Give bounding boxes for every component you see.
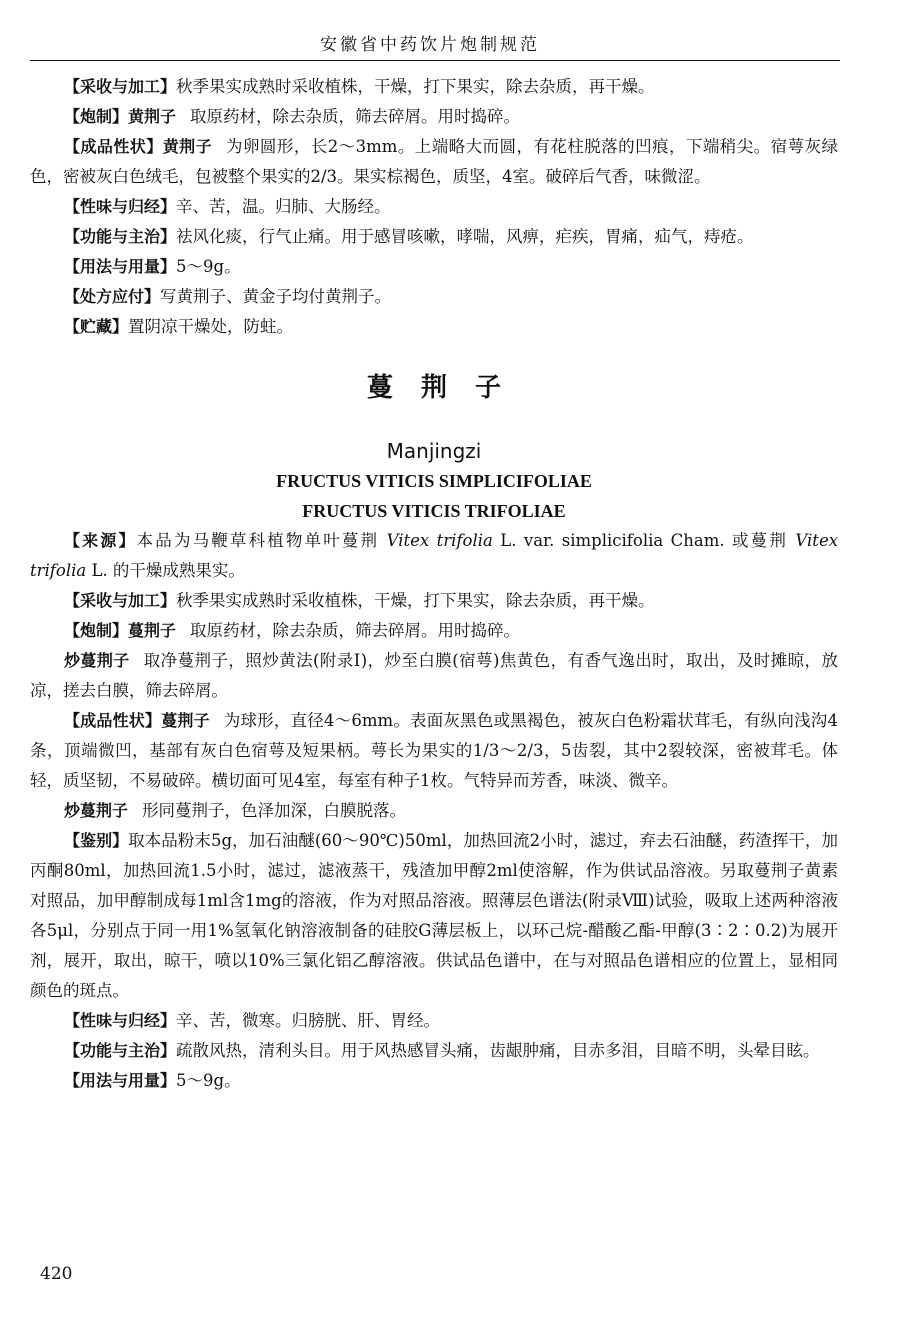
section-text: 取原药材，除去杂质，筛去碎屑。用时捣碎。 [190, 621, 521, 640]
section-text: 辛、苦，微寒。归膀胱、肝、胃经。 [176, 1011, 441, 1030]
latin-species: Vitex trifolia [30, 531, 839, 580]
section-label: 【采收与加工】 [64, 591, 177, 610]
prev-prescription-paragraph [30, 282, 838, 312]
section-label: 【用法与用量】 [64, 1071, 177, 1090]
prev-nature-paragraph [30, 192, 838, 222]
nature-paragraph [30, 1006, 838, 1036]
section-text: 5～9g。 [176, 257, 241, 276]
section-label: 【性味与归经】 [64, 1011, 177, 1030]
section-text: 秋季果实成熟时采收植株，干燥，打下果实，除去杂质，再干燥。 [176, 591, 655, 610]
latin-species: Vitex trifolia [386, 531, 493, 550]
section-label: 【来源】 [64, 531, 137, 550]
section-label: 【性味与归经】 [64, 197, 177, 216]
entry-pinyin: Manjingzi [386, 439, 482, 463]
section-text: 5～9g。 [176, 1071, 241, 1090]
entry-latin-name: FRUCTUS VITICIS TRIFOLIAE [302, 501, 566, 521]
section-label: 【用法与用量】 [64, 257, 177, 276]
section-text: 祛风化痰，行气止痛。用于感冒咳嗽，哮喘，风痹，疟疾，胃痛，疝气，痔疮。 [176, 227, 754, 246]
processing-paragraph [30, 616, 838, 646]
term-label: 黄荆子 [128, 107, 177, 126]
section-label: 【功能与主治】 [64, 227, 177, 246]
section-text: 为球形，直径4～6mm。表面灰黑色或黑褐色，被灰白色粉霜状茸毛，有纵向浅沟4条，顶端微凹，基部有灰白色宿萼及短果柄。萼长为果实的1/3～2/3，5齿裂，其中2裂较深，密被茸毛。体轻，质坚韧，不易破碎。横切面可见4室，每室有种子1枚。气特异而芳香，味淡、微辛。 [30, 711, 838, 790]
page-number: 420 [40, 1264, 73, 1284]
prev-character-paragraph [30, 132, 838, 192]
page-body [30, 72, 838, 1096]
entry-heading [30, 366, 838, 526]
character-paragraph [30, 706, 838, 796]
entry-latin-name: FRUCTUS VITICIS SIMPLICIFOLIAE [276, 471, 592, 491]
running-head: 安徽省中药饮片炮制规范 [320, 35, 540, 55]
prev-storage-paragraph [30, 312, 838, 342]
section-text: 取净蔓荆子，照炒黄法(附录Ⅰ)，炒至白膜(宿萼)焦黄色，有香气逸出时，取出，及时摊晾，放凉，搓去白膜，筛去碎屑。 [30, 651, 838, 700]
dosage-paragraph [30, 1066, 838, 1096]
section-text: 秋季果实成熟时采收植株，干燥，打下果实，除去杂质，再干燥。 [176, 77, 655, 96]
section-text: 置阴凉干燥处，防蛀。 [128, 317, 294, 336]
section-text: L. var. simplicifolia Cham. 或蔓荆 [492, 531, 796, 550]
section-label: 【成品性状】 [64, 137, 163, 156]
section-text: 为卵圆形，长2～3mm。上端略大而圆，有花柱脱落的凹痕，下端稍尖。宿萼灰绿色，密被灰白色绒毛，包被整个果实的2/3。果实棕褐色，质坚，4室。破碎后气香，味微涩。 [30, 137, 838, 186]
section-label: 【炮制】 [64, 107, 129, 126]
section-label: 【鉴别】 [64, 831, 129, 850]
processing-fried-paragraph [30, 646, 838, 706]
term-label: 蔓荆子 [128, 621, 177, 640]
section-label: 【功能与主治】 [64, 1041, 177, 1060]
section-text: 取原药材，除去杂质，筛去碎屑。用时捣碎。 [190, 107, 521, 126]
prev-function-paragraph [30, 222, 838, 252]
section-text: L. 的干燥成熟果实。 [86, 561, 245, 580]
identification-paragraph [30, 826, 838, 1006]
section-text: 取本品粉末5g，加石油醚(60～90℃)50ml，加热回流2小时，滤过，弃去石油醚，药渣挥干，加丙酮80ml，加热回流1.5小时，滤过，滤液蒸干，残渣加甲醇2ml使溶解，作为供试品溶液。另取蔓荆子黄素对照品，加甲醇制成每1ml含1mg的溶液，作为对照品溶液。照薄层色谱法(附录Ⅷ)试验，吸取上述两种溶液各5μl，分别点于同一用1%氢氧化钠溶液制备的硅胶G薄层板上，以环己烷-醋酸乙酯-甲醇(3∶2∶0.2)为展开剂，展开，取出，晾干，喷以10%三氯化铝乙醇溶液。供试品色谱中，在与对照品色谱相应的位置上，显相同颜色的斑点。 [30, 831, 838, 1000]
term-label: 黄荆子 [162, 137, 213, 156]
harvest-paragraph [30, 586, 838, 616]
section-text: 本品为马鞭草科植物单叶蔓荆 [136, 531, 387, 550]
section-label: 【炮制】 [64, 621, 129, 640]
prev-dosage-paragraph [30, 252, 838, 282]
character-fried-paragraph [30, 796, 838, 826]
function-paragraph [30, 1036, 838, 1066]
section-label: 【处方应付】 [64, 287, 161, 306]
term-label: 炒蔓荆子 [64, 651, 130, 670]
section-label: 【采收与加工】 [64, 77, 177, 96]
section-label: 【成品性状】 [64, 711, 162, 730]
prev-processing-paragraph [30, 102, 838, 132]
section-text: 形同蔓荆子，色泽加深，白膜脱落。 [142, 801, 407, 820]
term-label: 蔓荆子 [161, 711, 210, 730]
section-text: 辛、苦，温。归肺、大肠经。 [176, 197, 391, 216]
source-paragraph [30, 526, 838, 586]
entry-title: 蔓荆子 [366, 373, 529, 403]
section-label: 【贮藏】 [64, 317, 129, 336]
header-rule [30, 60, 840, 61]
section-text: 写黄荆子、黄金子均付黄荆子。 [160, 287, 392, 306]
section-text: 疏散风热，清利头目。用于风热感冒头痛，齿龈肿痛，目赤多泪，目暗不明，头晕目眩。 [176, 1041, 820, 1060]
term-label: 炒蔓荆子 [64, 801, 129, 820]
prev-harvest-paragraph [30, 72, 838, 102]
